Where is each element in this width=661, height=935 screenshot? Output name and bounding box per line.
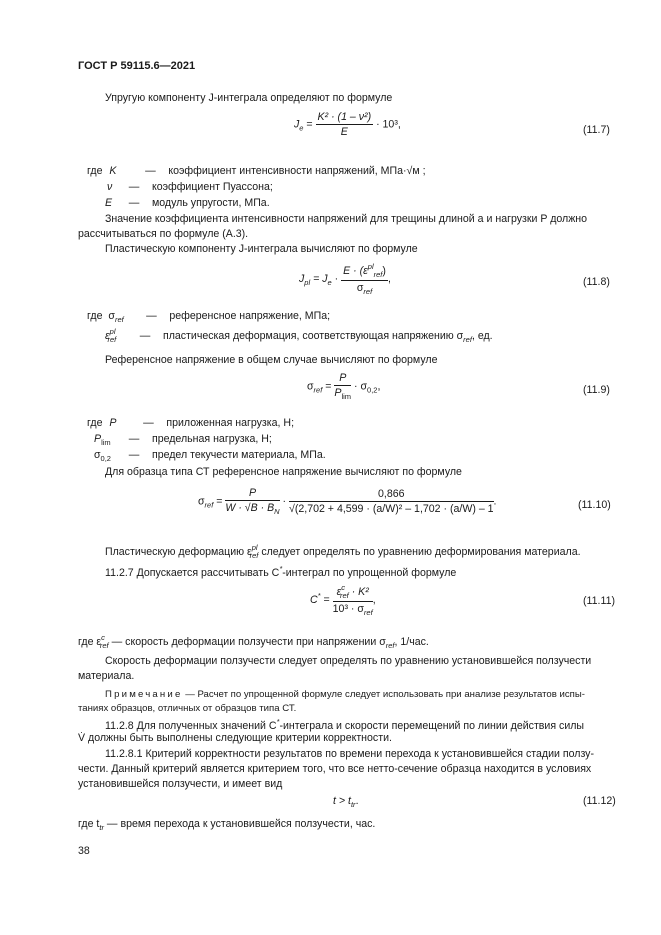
eq-mid: = J — [313, 272, 328, 285]
paragraph-line: материала. — [78, 670, 135, 682]
p7-end: -интеграл по упрощенной формуле — [282, 567, 457, 579]
equation-number: (11.7) — [583, 124, 610, 136]
equation-number: (11.10) — [578, 499, 611, 511]
def4-end: , 1/час. — [394, 636, 429, 648]
def-symbol: ν — [107, 181, 113, 193]
def-symbol: σ — [108, 310, 115, 322]
def-lead: где — [87, 417, 103, 429]
eq-numerator-end: ) — [382, 265, 386, 277]
p9-sup: * — [276, 717, 280, 726]
def5-sub: tr — [99, 823, 104, 832]
definition-row — [87, 310, 330, 324]
def-dash: — — [145, 165, 156, 177]
eq-fraction — [341, 262, 388, 296]
def-text: коэффициент Пуассона; — [151, 181, 273, 193]
def-dash: — — [128, 433, 140, 445]
eq-lhs-sub: pl — [304, 277, 311, 287]
paragraph-plastic-intro: Пластическую компоненту J-интеграла вычисляют по формуле — [105, 243, 418, 255]
paragraph-ct-intro: Для образца типа СТ референсное напряжение вычисляют по формуле — [105, 466, 462, 478]
definition-row — [105, 197, 270, 209]
eq-formula: t > t — [333, 795, 351, 807]
eq-tail-end: , — [377, 380, 381, 393]
def-text: коэффициент интенсивности напряжений, МПа·√м ; — [168, 165, 426, 177]
eq-tail-sub: 0,2 — [367, 385, 378, 395]
def-symbol-sub: 0,2 — [100, 454, 111, 463]
p6-sup: pl — [251, 543, 258, 552]
def-symbol-sub: ref — [107, 335, 117, 344]
def-dash: — — [143, 417, 154, 429]
eq-lhs-sup: * — [317, 590, 321, 600]
eq-numerator-sup: pl — [367, 262, 374, 271]
eq-denominator: 10³ · σ — [332, 603, 364, 615]
def-text: предел текучести материала, МПа. — [151, 449, 326, 461]
eq-mid-sub: e — [327, 277, 332, 287]
paragraph-line: 11.2.8.1 Критерий корректности результатов по времени перехода к установившейся стадии ползу- — [105, 748, 595, 760]
eq-lhs: σ — [307, 380, 314, 393]
eq-numerator: E · (ε — [343, 265, 368, 277]
p9-end: -интеграла и скорости перемещений по линии действия силы — [279, 720, 585, 732]
definition-creep-rate — [78, 633, 429, 650]
eq-tail: . — [355, 795, 359, 807]
def-text: референсное напряжение, МПа; — [169, 310, 331, 322]
def5-start: где t — [78, 818, 100, 830]
equation-11-12 — [333, 795, 359, 809]
eq-denominator-sub: ref — [363, 287, 373, 296]
def4-sub2: ref — [385, 641, 395, 650]
eq-tail: , — [372, 593, 376, 606]
p7-start: 11.2.7 Допускается рассчитывать C — [105, 567, 280, 579]
eq-lhs: J — [294, 118, 300, 131]
p6-end: следует определять по уравнению деформирования материала. — [261, 546, 581, 558]
def-text: предельная нагрузка, Н; — [151, 433, 272, 445]
def-dash: — — [128, 197, 140, 209]
def-dash: — — [146, 310, 157, 322]
paragraph-11-2-8 — [105, 717, 584, 732]
eq-denominator-sub: ref — [363, 608, 373, 617]
eq-denominator-1-sub: N — [274, 507, 280, 516]
equation-11-11: C* = $\frac{\varepsilon^c_{ref} \cdot K^2}{10^3 \cdot \sigma_{ref}}$ , — [310, 583, 376, 617]
equation-11-8: $J_{pl} = J_e$ · $\frac{E \cdot (\varepsilon^{pl}_{ref})}{\sigma_{ref}}$ , — [299, 262, 391, 296]
def-text: приложенная нагрузка, Н; — [166, 417, 295, 429]
paragraph-elastic-intro: Упругую компоненту J-интеграла определяют по формуле — [105, 92, 393, 104]
paragraph-line: установившейся ползучести, и имеет вид — [78, 778, 283, 790]
p9-start: 11.2.8 Для полученных значений C — [105, 720, 277, 732]
document-header: ГОСТ Р 59115.6—2021 — [78, 60, 196, 72]
eq-lhs-sub: ref — [204, 500, 214, 510]
eq-lhs-sub: ref — [313, 385, 323, 395]
def-lead: где — [87, 310, 103, 322]
paragraph-11-2-7 — [105, 564, 456, 579]
def-symbol: K — [109, 165, 117, 177]
p6-start: Пластическую деформацию ε — [105, 546, 252, 558]
eq-numerator: P — [334, 372, 351, 386]
p7-sup: * — [279, 564, 283, 573]
def4-mid: — скорость деформации ползучести при напряжении σ — [111, 636, 386, 648]
def-symbol: σ — [94, 449, 101, 461]
def4-sup: c — [101, 633, 105, 642]
paragraph-line: Скорость деформации ползучести следует определять по уравнению установившейся ползучести — [105, 655, 592, 667]
note-label: Примечание — [105, 689, 183, 700]
eq-numerator-sub: ref — [339, 591, 349, 600]
eq-fraction — [333, 583, 373, 617]
def-symbol-sub: ref — [114, 315, 124, 324]
def5-end: — время перехода к установившейся ползучести, час. — [106, 818, 376, 830]
equation-number: (11.9) — [583, 384, 610, 396]
eq-lhs-sub: e — [299, 123, 304, 133]
page-number: 38 — [78, 845, 90, 857]
def4-sub: ref — [99, 641, 109, 650]
definition-row — [105, 327, 493, 344]
paragraph-ref-stress-intro: Референсное напряжение в общем случае вычисляют по формуле — [105, 354, 438, 366]
def-text-end: , ед. — [471, 330, 493, 342]
def-symbol: E — [105, 197, 113, 209]
def-dash: — — [128, 449, 140, 461]
paragraph-line: Значение коэффициента интенсивности напряжений для трещины длиной a и нагрузки P должно — [105, 213, 588, 225]
equation-number: (11.11) — [583, 595, 615, 607]
paragraph-line: рассчитываться по формуле (А.3). — [78, 228, 249, 240]
note-line — [105, 689, 585, 700]
def-dash: — — [128, 181, 140, 193]
eq-denominator: E — [340, 126, 348, 138]
def4-start: где ε — [78, 636, 102, 648]
eq-numerator-sub: ref — [373, 270, 383, 279]
definition-row — [87, 417, 294, 429]
eq-tail: · σ — [354, 380, 368, 393]
def-text: модуль упругости, МПа. — [151, 197, 270, 209]
paragraph-line: V̇ должны быть выполнены следующие критерии корректности. — [78, 732, 392, 744]
definition-row — [107, 181, 273, 193]
eq-tail: · 10³, — [376, 118, 401, 131]
def-symbol-sub: lim — [101, 438, 111, 447]
eq-denominator-2: √(2,702 + 4,599 · (a/W)² – 1,702 · (a/W) – 1 — [289, 503, 494, 515]
eq-numerator-end: · K² — [348, 586, 369, 598]
eq-formula-sub: tr — [350, 800, 356, 809]
note-text: — Расчет по упрощенной формуле следует использовать при анализе результатов испы- — [182, 689, 585, 700]
eq-lhs: J — [299, 272, 305, 285]
def-text-sub: ref — [463, 335, 472, 344]
def-symbol-sup: pl — [109, 327, 116, 336]
eq-denominator-sub: lim — [341, 392, 352, 401]
eq-tail: , — [387, 272, 391, 285]
paragraph-line: чести. Данный критерий является критерием того, что все нетто-сечение образца находится в условиях — [78, 763, 592, 775]
definition-row — [94, 433, 272, 447]
equation-number: (11.8) — [583, 276, 610, 288]
equation-11-7: $J_e$ = $\frac{\text{K² · (1 – ν²)}}{E}$ · 10³, — [294, 111, 401, 138]
eq-denominator-1: W · √B · B — [225, 502, 275, 514]
eq-denominator: σ — [356, 282, 364, 294]
def-symbol: P — [94, 433, 102, 445]
equation-11-10: $\sigma_{ref}$ = $\frac{P}{W \cdot √B \cdot B_N}$ · $\frac{0,866}{\text{√(2,702 + 4,599 · (a/W)² – 1,702 · (a/W) – 1}}$ . — [198, 487, 497, 516]
def-symbol: ε — [105, 330, 110, 342]
paragraph-plastic-strain — [105, 543, 581, 560]
eq-denominator: P — [334, 387, 342, 399]
equation-number: (11.12) — [583, 795, 616, 807]
eq-numerator-1: P — [225, 487, 279, 501]
equation-11-9: $\sigma_{ref}$ = $\frac{P}{P_{lim}}$ · $\sigma_{0,2}$, — [307, 372, 381, 401]
def-lead: где — [87, 165, 103, 177]
def-dash: — — [139, 330, 151, 342]
eq-fraction — [316, 111, 374, 138]
eq-fraction — [334, 372, 351, 401]
eq-numerator: K² · (1 – ν²) — [317, 111, 372, 123]
eq-numerator: ε — [336, 586, 342, 598]
eq-numerator-2: 0,866 — [289, 488, 494, 502]
def-text: пластическая деформация, соответствующая напряжению σ — [162, 330, 464, 342]
definition-transition-time — [78, 818, 375, 832]
eq-fraction-2 — [289, 488, 494, 515]
definition-row — [94, 449, 326, 463]
eq-lhs: σ — [198, 495, 205, 508]
def-symbol: P — [109, 417, 117, 429]
eq-tail: . — [493, 495, 497, 508]
eq-lhs: C — [310, 593, 318, 606]
p6-sub: ref — [249, 551, 259, 560]
eq-numerator-sup: c — [341, 583, 345, 592]
definition-row — [87, 165, 426, 177]
eq-fraction-1 — [225, 487, 279, 516]
note-line: таниях образцов, отличных от образцов типа СТ. — [78, 703, 297, 714]
